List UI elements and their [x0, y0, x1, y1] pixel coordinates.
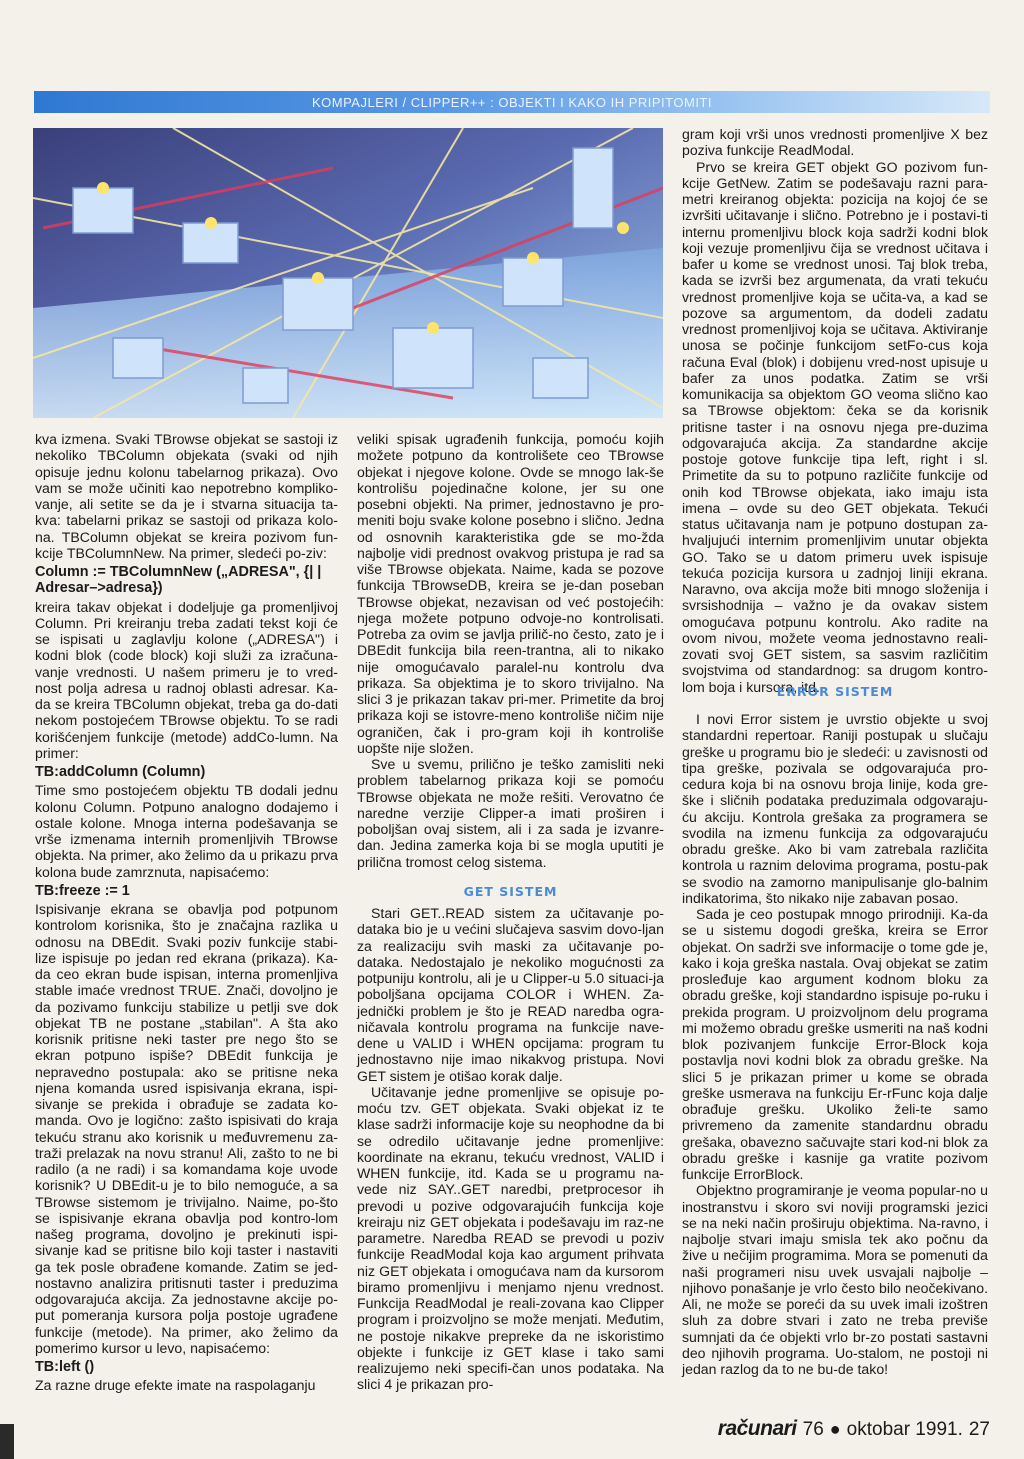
col1-paragraph-4: Ispisivanje ekrana se obavlja pod potpunom kontrolom korisnika, što je značajna razlika u odnosu na DBEdit. Svaki poziv funkcije stabi-lize ispisuje po jedan red ekrana (prikaza). Ka-da ceo ekran bude ispisan, interna promenljiva stable imaće vrednost TRUE. Znači, dovoljno je da pozivamo funkciju stabilize u petlji sve dok objekat TB ne postane „stabilan". A šta ako korisnik pritisne neki taster pre nego što se ekran potpuno ispiše? DBEdit funkcija je nepravedno postupala: ako se pritisne neka njena komanda usred ispisivanja ekrana, ispi-sivanje se prekida i obrađuje se zadata ko-manda. Ovo je logično: zašto ispisivati do kraja tekuću stranu ako korisnik u međuvremenu za-traži prelazak na novu stranu! Ali, zašto to ne bi radilo (a ne radi) i sa komandama koje uvode korisnik? U DBEdit-u je to bilo nemoguće, a sa TBrowse sistemom je trivijalno. Naime, po-što se ispisivanje ekrana obavlja pod kontro-lom našeg programa, dovoljno je prekinuti ispi-sivanje kad se pritisne bilo koji taster i nastaviti ga tek posle obrađene komande. Zatim se jed-nostavno analizira pritisnuti taster i preduzima odgovarajuća akcija. Za jednostavne akcije po-put pomeranja kursora polja postoje ugrađene funkcije (metode). Na primer, ako želimo da pomerimo kursor u levo, napisaćemo:: [35, 901, 338, 1356]
code-left: TB:left (): [35, 1359, 95, 1375]
col3-paragraph-1: gram koji vrši unos vrednosti promenljive X bez poziva funkcije ReadModal.: [682, 126, 988, 159]
col2-paragraph-4: Učitavanje jedne promenljive se opisuje po-moću tzv. GET objekata. Svaki objekat iz te klase sadrži informacije koje su neophodne da bi se odredilo učitavanje jedne promenljive: koordinate na ekranu, tekuću vrednost, VALID i WHEN funkcije, itd. Kada se u programu na-vede niz SAY..GET naredbi, pretprocesor ih prevodi u pozive odgovarajućih funkcija koje kreiraju niz GET objekata i podešavaju im raz-ne parametre. Naredba READ se prevodi u poziv funkcije ReadModal koja kao argument prihvata niz GET objekata i omogućava nam da kursorom biramo promenljivu i menjamo njenu vrednost. Funkcija ReadModal je reali-zovana kao Clipper program i proizvoljno se može menjati. Međutim, ne postoje nikakve prepreke da ne iskoristimo objekte i funkcije iz GET klase i tako sami realizujemo neki specifi-čan unos podataka. Na slici 4 je prikazan pro-: [357, 1083, 664, 1393]
column-3-top: [682, 126, 988, 695]
col3-paragraph-5: Objektno programiranje je veoma popular-no u inostranstvu i skoro svi noviji programski jezici se na neki način proširuju objektima. Na-ravno, i najbolje stvari imaju smisla tek ako počnu da žive u nečijim programima. Mora se pomenuti da naši programeri nisu uvek usvajali najbolje – njihovo ponašanje je vrlo često bilo neočekivano. Ali, ne može se poreći da su uvek imali izoštren sluh za dobre stvari i zato ne treba previše sumnjati da će objekti vrlo br-zo postati sastavni deo njihovih programa. Uo-stalom, ne postoji ni jedan razlog da to ne bu-de tako!: [682, 1182, 988, 1377]
col1-paragraph-1: kva izmena. Svaki TBrowse objekat se sastoji iz nekoliko TBColumn objekata (svaki od njih opisuje jednu kolonu tabelarnog prikaza). Ovo vam se može učiniti kao nepotrebno kompliko-vanje, ali setite se da je i stvarna situacija ta-kva: tabelarni prikaz se sastoji od prikaza kolo-na. TBColumn objekat se kreira pozivom fun-kcije TBColumnNew. Na primer, sledeći po-ziv:: [35, 431, 338, 561]
scan-edge-strip: [0, 1424, 14, 1459]
col1-paragraph-5: Za razne druge efekte imate na raspolaganju: [35, 1377, 316, 1394]
col3-paragraph-3: I novi Error sistem je uvrstio objekte u svoj standardni repertoar. Raniji postupak u slučaju greške u programu bio je sledeći: u zavisnosti od tipa greške, pozivala se odgovarajuća pro-cedura koja bi na osnovu broja linije, koda gre-ške i sličnih podataka preduzimala odgovaraju-ću akciju. Kontrola grešaka za programera se svodila na izmenu funkcija za odgovarajuću obradu greške. Ako bi vam zatrebala različita kontrola u raznim delovima programa, postu-pak se svodio na zamorno manipulisanje glo-balnim indikatorima, što nikako nije zabavan posao.: [682, 711, 988, 906]
col3-paragraph-4: Sada je ceo postupak mnogo prirodniji. Ka-da se u sistemu dogodi greška, kreira se Error objekat. On sadrži sve informacije o tome gde je, kako i koja greška nastala. Ovaj objekat se zatim prosleđuje kao argument kodnom bloku za obradu greške, koji standardno ispisuje po-ruku i prekida program. U proizvoljnom delu programa mi možemo obradu greške usmeriti na naš kodni blok pozivanjem funkcije Error-Block koja postavlja novi kodni blok za obradu greške. Na slici 5 je prikazan primer u kome se obrada greške usmerava na funkciju Er-rFunc koja dalje obrađuje grešku. Ukoliko želi-te samo privremeno da zamenite standardnu obradu grešaka, obavezno sačuvajte stari kod-ni blok za obradu greške i kasnije ga vratite pozivom funkcije ErrorBlock.: [682, 906, 988, 1182]
magazine-brand: računari: [717, 1417, 797, 1440]
page-footer: [700, 1417, 990, 1441]
code-addcolumn: TB:addColumn (Column): [35, 764, 206, 780]
code-freeze: TB:freeze := 1: [35, 882, 130, 899]
bullet-separator: ●: [829, 1419, 841, 1439]
col1-paragraph-2: kreira takav objekat i dodeljuje ga promenljivoj Column. Pri kreiranju treba zadati tekst koji će se ispisati u zaglavlju kolone („ADRESA") i kodni blok (code block) koji služi za izračuna-vanje vrednosti. U našem primeru je to vred-nost polja adresa u radnoj oblasti adresar. Ka-da se kreira TBColumn objekat, treba ga do-dati nekom postojećem TBrowse objektu. To se radi korišćenjem funkcije (metode) addCo-lumn. Na primer:: [35, 598, 338, 761]
col2-paragraph-2: Sve u svemu, prilično je teško zamisliti neki problem tabelarnog prikaza koji se pomoću TBrowse objekata ne može rešiti. Verovatno će naredne verzije Clipper-a imati proširen i poboljšan ovaj sistem, ali i za sada je izvanre-dan. Jedina zamerka koja bi se mogla uputiti je prilična tromost celog sistema.: [357, 756, 664, 870]
column-2-bottom: [357, 905, 664, 1393]
illustration-art: [33, 128, 663, 418]
col3-paragraph-2: Prvo se kreira GET objekt GO pozivom fun-kcije GetNew. Zatim se podešavaju razni para-metri kreiranog objekta: pozicija na kojoj će se izvršiti učitavanje i slično. Potrebno je i postavi-ti internu promenljivu block koja sadrži kodni blok koji vezuje promenljivu čija se vrednost učitava i bafer u kome se vrednost unosi. Taj blok treba, kada se izvrši bez argumenata, da vrati tekuću vrednost promenljive koja se učita-va, a kad se pozove sa argumentom, da dodeli zadatu vrednost promenljivoj koja se učitava. Aktiviranje unosa se počinje funkcijom setFo-cus koja računa Eval (blok) i dobijenu vred-nost upisuje u bafer za unos podatka. Zatim se vrši komunikacija sa objektom GO veoma slično kao sa TBrowse objektom: čeka se da korisnik pritisne taster i na osnovu njega pre-duzima odgovarajuća akcija. Za standardne akcije postoje gotove funkcije tipa left, right i sl. Primetite da su to potpuno različite funkcije od onih kod TBrowse objekata, iako imaju ista imena – ovde su deo GET objekata. Tekući status učitavanja nam je potpuno dostupan za-hvaljujući internim promenljivim unutar objekta GO. Tako se u datom primeru uvek ispisuje tekuća pozicija kursora u zadnjoj liniji ekrana. Naravno, ova akcija može biti mnogo složenija i svrsishodnija – važno je da ovakav sistem omogućava potpunu kontrolu. Ako radite na ovom nivou, možete veoma jednostavno reali-zovati svoj GET sistem, sa sasvim različitim svojstvima od standardnog: sa drugom kontro-lom boja i kursora, itd.: [682, 158, 988, 695]
code-tbcolumnnew: Column := TBColumnNew („ADRESA", {| | Adresar–>adresa}): [35, 564, 322, 597]
section-title-get: GET SISTEM: [463, 884, 558, 899]
col2-paragraph-1: veliki spisak ugrađenih funkcija, pomoću kojih možete potpuno da kontrolišete ceo TBrowse objekat i njegove kolone. Ovde se mnogo lak-še kontrolišu pojedinačne kolone, jer su one posebni objekti. Na primer, jednostavno je pro-meniti boju svake kolone posebno i slično. Jedna od osnovnih karakteristika gde se mo-žda najbolje vidi prednost ovakvog pristupa je rad sa više TBrowse objekata. Naime, kada se pozove funkcija TBrowseDB, kreira se je-dan poseban TBrowse objekat, nezavisan od već postojećih: njega možete potpuno odvoje-no kontrolisati. Potreba za ovim se javlja prilič-no često, zato je i DBEdit funkcija bila reen-trantna, ali to nikako nije omogućavalo paralel-nu kontrolu dva prikaza. Sa objektima je to skoro trivijalno. Na slici 3 je prikazan takav pri-mer. Primetite da broj prikaza koji se istovre-meno kontroliše ničim nije ograničen, čak i pro-gram koji ih kontroliše uopšte nije složen.: [357, 431, 664, 756]
header-title: KOMPAJLERI / CLIPPER++ : OBJEKTI I KAKO IH PRIPITOMITI: [311, 94, 712, 110]
issue-date: oktobar 1991.: [846, 1419, 963, 1440]
col2-paragraph-3: Stari GET..READ sistem za učitavanje po-dataka bio je u većini slučajeva sasvim dovo-ljan za realizaciju svih maski za učitavanje po-dataka. Nedostajalo je nekoliko mogućnosti za potpuniju kontrolu, ali je u Clipper-u 5.0 situaci-ja poboljšana opcijama COLOR i WHEN. Za-jednički problem je što je READ naredba ogra-ničavala kontrolu programa na funkcije nave-dene u VALID i WHEN opcijama: program tu jednostavno nije imao nikakvog pristupa. Novi GET sistem je otišao korak dalje.: [357, 905, 664, 1084]
issue-number: 76: [802, 1419, 824, 1440]
column-3-bottom: [682, 711, 988, 1377]
header-band: [34, 91, 990, 113]
column-1: [35, 431, 338, 1394]
network-illustration: [33, 128, 663, 418]
col1-paragraph-3: Time smo postojećem objektu TB dodali jednu kolonu Column. Potpuno analogno dodajemo i ostale kolone. Mnoga interna podešavanja se vrše izmenama internih promenljivih TBrowse objekta. Na primer, ako želimo da u prikazu prva kolona bude zamrznuta, napisaćemo:: [35, 782, 338, 880]
section-title-error: ERROR SISTEM: [776, 684, 894, 699]
column-2-top: [357, 431, 664, 870]
page-number: 27: [968, 1419, 990, 1440]
